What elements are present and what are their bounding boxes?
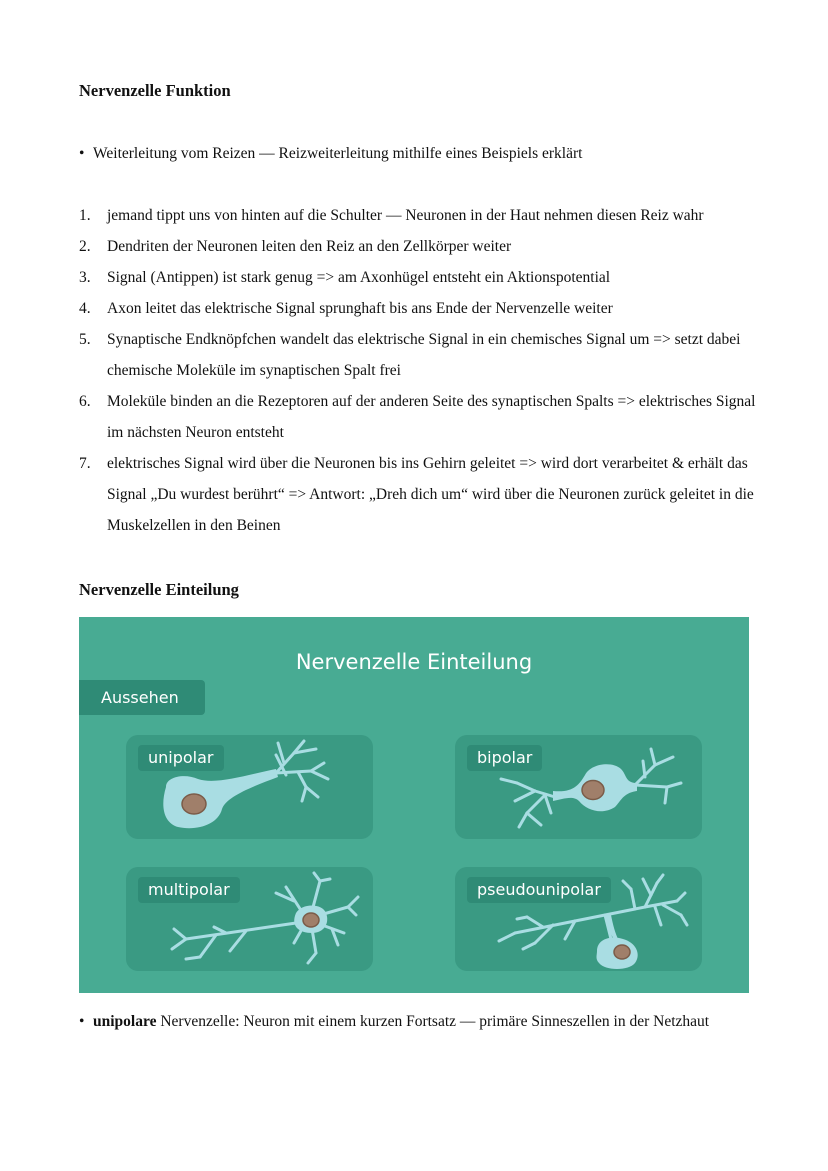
list-number: 6. [79, 393, 91, 410]
card-label-bipolar: bipolar [467, 745, 542, 771]
list-item-text: Axon leitet das elektrische Signal sprunghaft bis ans Ende der Nervenzelle weiter [107, 300, 613, 317]
card-pseudounipolar [455, 867, 702, 971]
list-item-text: jemand tippt uns von hinten auf die Schulter — Neuronen in der Haut nehmen diesen Reiz wahr [107, 207, 704, 224]
list-number: 3. [79, 269, 91, 286]
list-item [79, 324, 759, 386]
card-unipolar [126, 735, 373, 839]
bullet-dot: • [79, 145, 85, 162]
card-label-unipolar: unipolar [138, 745, 224, 771]
list-item [79, 200, 759, 231]
steps-list [79, 200, 759, 541]
list-number: 7. [79, 455, 91, 472]
list-item [79, 448, 759, 541]
list-number: 1. [79, 207, 91, 224]
card-multipolar [126, 867, 373, 971]
neuron-types-figure [79, 617, 749, 993]
list-item [79, 293, 759, 324]
unipolar-bullet-rest: Nervenzelle: Neuron mit einem kurzen Fortsatz — primäre Sinneszellen in der Netzhaut [156, 1013, 710, 1030]
list-number: 5. [79, 331, 91, 348]
figure-tag-aussehen: Aussehen [79, 680, 205, 715]
list-item-text: elektrisches Signal wird über die Neuronen bis ins Gehirn geleitet => wird dort verarbeitet & erhält das Signal „Du wurdest berührt“ => Antwort: „Dreh dich um“ wird über die Neuronen zurück geleitet in die Muskelzellen in den Beinen [107, 455, 754, 534]
unipolar-bullet-text [79, 1006, 749, 1037]
unipolar-bullet-bold: unipolare [93, 1013, 157, 1030]
list-item [79, 231, 759, 262]
intro-bullet [79, 138, 749, 169]
card-bipolar [455, 735, 702, 839]
list-item-text: Signal (Antippen) ist stark genug => am Axonhügel entsteht ein Aktionspotential [107, 269, 611, 286]
list-item-text: Synaptische Endknöpfchen wandelt das elektrische Signal in ein chemisches Signal um => setzt dabei chemische Moleküle im synaptischen Spalt frei [107, 331, 741, 379]
list-number: 4. [79, 300, 91, 317]
card-label-pseudounipolar: pseudounipolar [467, 877, 611, 903]
list-item-text: Dendriten der Neuronen leiten den Reiz an den Zellkörper weiter [107, 238, 512, 255]
list-item [79, 386, 759, 448]
list-item [79, 262, 759, 293]
section-heading-einteilung: Nervenzelle Einteilung [79, 580, 239, 599]
list-item-text: Moleküle binden an die Rezeptoren auf der anderen Seite des synaptischen Spalts => elektrisches Signal im nächsten Neuron entsteht [107, 393, 756, 441]
intro-bullet-text: Weiterleitung vom Reizen — Reizweiterleitung mithilfe eines Beispiels erklärt [93, 145, 583, 162]
bullet-dot: • [79, 1013, 85, 1030]
section-heading-funktion: Nervenzelle Funktion [79, 81, 231, 100]
unipolar-bullet [79, 1006, 749, 1037]
card-label-multipolar: multipolar [138, 877, 240, 903]
figure-title: Nervenzelle Einteilung [295, 650, 533, 674]
list-number: 2. [79, 238, 91, 255]
